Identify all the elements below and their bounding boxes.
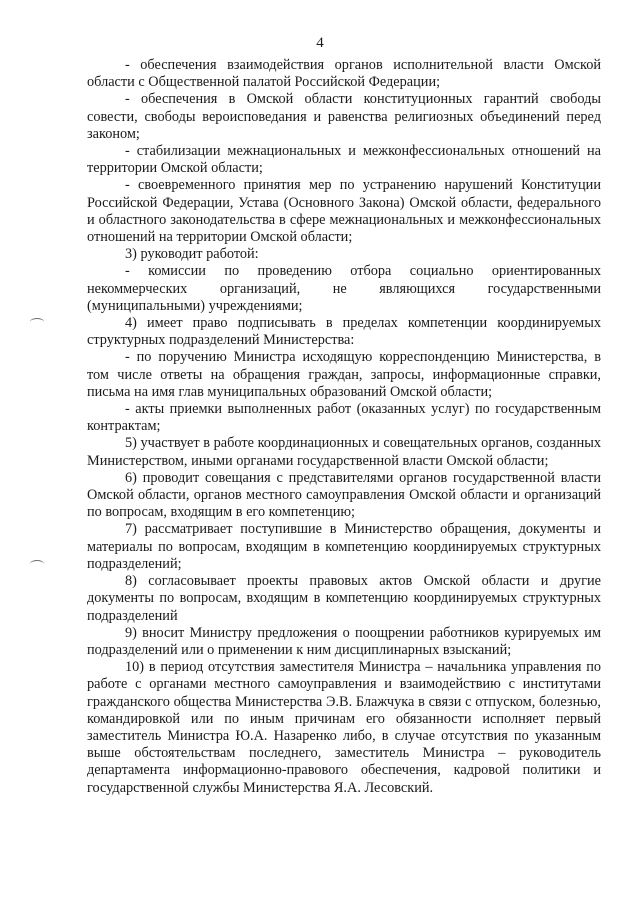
paragraph: - акты приемки выполненных работ (оказанных услуг) по государственным контрактам; [87,401,601,435]
paragraph: - комиссии по проведению отбора социально ориентированных некоммерческих организаций, не являющихся государственными (муниципальными) учреждениями; [87,263,601,314]
paragraph: - стабилизации межнациональных и межконфессиональных отношений на территории Омской области; [87,143,601,177]
margin-binding-mark [30,560,44,568]
paragraph: - обеспечения взаимодействия органов исполнительной власти Омской области с Общественной палатой Российской Федерации; [87,57,601,91]
document-body [87,57,601,797]
page-number: 4 [316,35,324,51]
paragraph: 9) вносит Министру предложения о поощрении работников курируемых им подразделений или о применении к ним дисциплинарных взысканий; [87,624,601,658]
paragraph: 5) участвует в работе координационных и совещательных органов, созданных Министерством, иными органами государственной власти Омской области; [87,435,601,469]
paragraph: - обеспечения в Омской области конституционных гарантий свободы совести, свободы вероисповедания и равенства религиозных объединений перед законом; [87,91,601,142]
paragraph: 8) согласовывает проекты правовых актов Омской области и другие документы по вопросам, входящим в компетенцию координируемых структурных подразделений [87,573,601,624]
paragraph: 6) проводит совещания с представителями органов государственной власти Омской области, органов местного самоуправления Омской области и организаций по вопросам, входящим в его компетенцию; [87,469,601,521]
paragraph: 4) имеет право подписывать в пределах компетенции координируемых структурных подразделений Министерства: [87,315,601,349]
paragraph: - по поручению Министра исходящую корреспонденцию Министерства, в том числе ответы на обращения граждан, запросы, информационные справки, письма на имя глав муниципальных образований Омской области; [87,349,601,400]
margin-binding-mark [30,318,44,326]
paragraph: 7) рассматривает поступившие в Министерство обращения, документы и материалы по вопросам, входящим в компетенцию координируемых структурных подразделений; [87,521,601,572]
paragraph: - своевременного принятия мер по устранению нарушений Конституции Российской Федерации, Устава (Основного Закона) Омской области, федерального и областного законодательства в сфере межнациональных и межконфессиональных отношений на территории Омской области; [87,177,601,246]
paragraph: 3) руководит работой: [125,246,259,263]
paragraph: 10) в период отсутствия заместителя Министра – начальника управления по работе с органами местного самоуправления и взаимодействию с институтами гражданского общества Министерства Э.В. Блажчука в связи с отпуском, болезнью, командировкой или по иным причинам его обязанности исполняет первый заместитель Министра Ю.А. Назаренко либо, в случае отсутствия по указанным выше обстоятельствам последнего, заместитель Министра – руководитель департамента информационно-правового обеспечения, кадровой политики и государственной службы Министерства Я.А. Лесовский. [87,659,601,796]
